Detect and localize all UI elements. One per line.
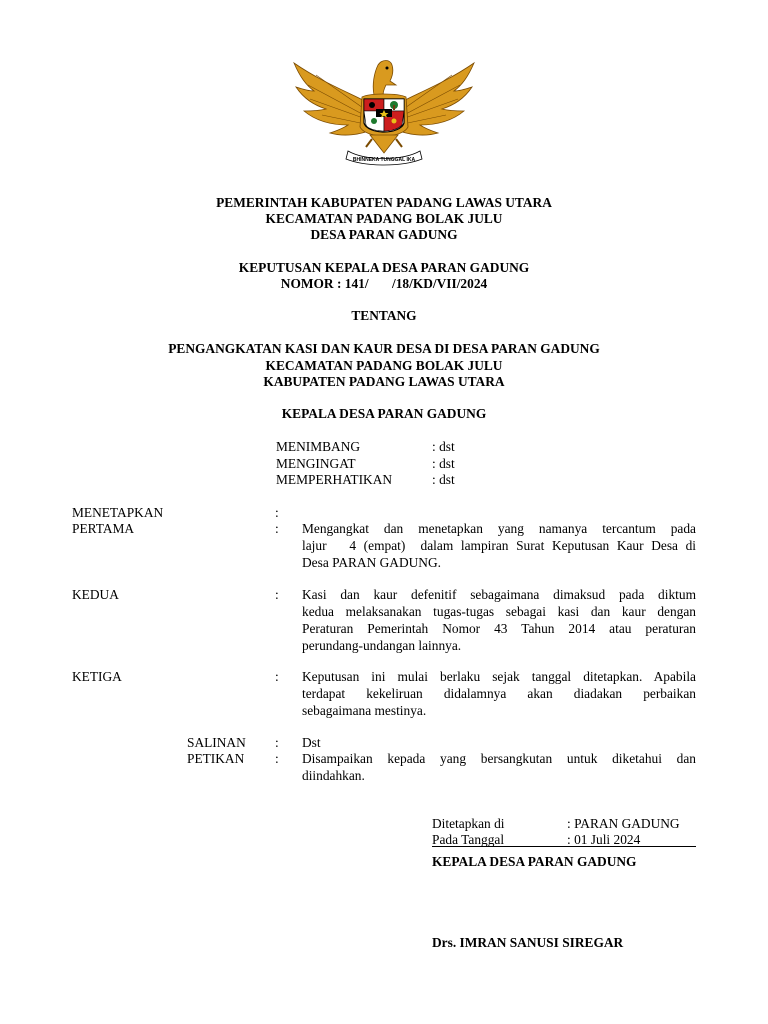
date-value: : 01 Juli 2024 [567,832,641,847]
about-label: TENTANG [351,308,417,323]
consideration-value: : dst [432,456,455,471]
subject-line2: KECAMATAN PADANG BOLAK JULU [265,358,503,373]
decree-number: NOMOR : 141/ /18/KD/VII/2024 [280,276,488,291]
consideration-value: : dst [432,472,455,487]
subject-line1: PENGANGKATAN KASI DAN KAUR DESA DI DESA PARAN GADUNG [168,341,600,356]
kedua-line: Kasi dan kaur defenitif sebagaimana dimaksud pada diktum [302,587,696,602]
date-row [432,831,696,847]
consideration-label: MEMPERHATIKAN [276,472,393,487]
signatory-position: KEPALA DESA PARAN GADUNG [432,854,637,869]
salinan-value: Dst [302,735,321,750]
pertama-line: Mengangkat dan menetapkan yang namanya tercantum pada [302,521,696,536]
authority-title: KEPALA DESA PARAN GADUNG [281,406,487,421]
gov-header-line3: DESA PARAN GADUNG [310,227,458,242]
pertama-line: lajur 4 (empat) dalam lampiran Surat Keputusan Kaur Desa di [302,538,696,553]
decree-title: KEPUTUSAN KEPALA DESA PARAN GADUNG [238,260,530,275]
salinan-label: SALINAN [187,735,246,750]
pertama-label: PERTAMA [72,521,135,536]
kedua-line: Peraturan Pemerintah Nomor 43 Tahun 2014 atau peraturan [302,621,696,636]
ketiga-line: Keputusan ini mulai berlaku sejak tanggal ditetapkan. Apabila [302,669,696,684]
gov-header-line2: KECAMATAN PADANG BOLAK JULU [265,211,503,226]
petikan-colon: : [275,751,279,766]
ketiga-line: terdapat kekeliruan didalamnya akan diadakan perbaikan [302,686,696,701]
place-value: : PARAN GADUNG [567,816,680,831]
garuda-emblem-icon [286,55,482,167]
ketiga-label: KETIGA [72,669,122,684]
date-label: Pada Tanggal [432,832,505,847]
consideration-label: MENGINGAT [276,456,356,471]
petikan-line: Disampaikan kepada yang bersangkutan untuk diketahui dan [302,751,696,766]
pertama-line: Desa PARAN GADUNG. [302,555,441,570]
pertama-body [302,520,696,571]
subject-line3: KABUPATEN PADANG LAWAS UTARA [263,374,505,389]
consideration-value: : dst [432,439,455,454]
kedua-colon: : [275,587,279,602]
signatory-name: Drs. IMRAN SANUSI SIREGAR [432,935,624,950]
kedua-line: perundang-undangan lainnya. [302,638,462,653]
ketiga-colon: : [275,669,279,684]
kedua-label: KEDUA [72,587,119,602]
pertama-colon: : [275,521,279,536]
kedua-body [302,586,696,654]
petikan-body [302,750,696,784]
salinan-colon: : [275,735,279,750]
petikan-label: PETIKAN [187,751,245,766]
ketiga-line: sebagaimana mestinya. [302,703,427,718]
place-label: Ditetapkan di [432,816,505,831]
emblem-motto: BHINNEKA TUNGGAL IKA [352,157,416,163]
kedua-line: kedua melaksanakan tugas-tugas sebagai kasi dan kaur dengan [302,604,696,619]
petikan-line: diindahkan. [302,768,365,783]
gov-header-line1: PEMERINTAH KABUPATEN PADANG LAWAS UTARA [216,195,552,210]
menetapkan-label: MENETAPKAN [72,505,164,520]
consideration-label: MENIMBANG [276,439,361,454]
menetapkan-colon: : [275,505,279,520]
ketiga-body [302,668,696,719]
